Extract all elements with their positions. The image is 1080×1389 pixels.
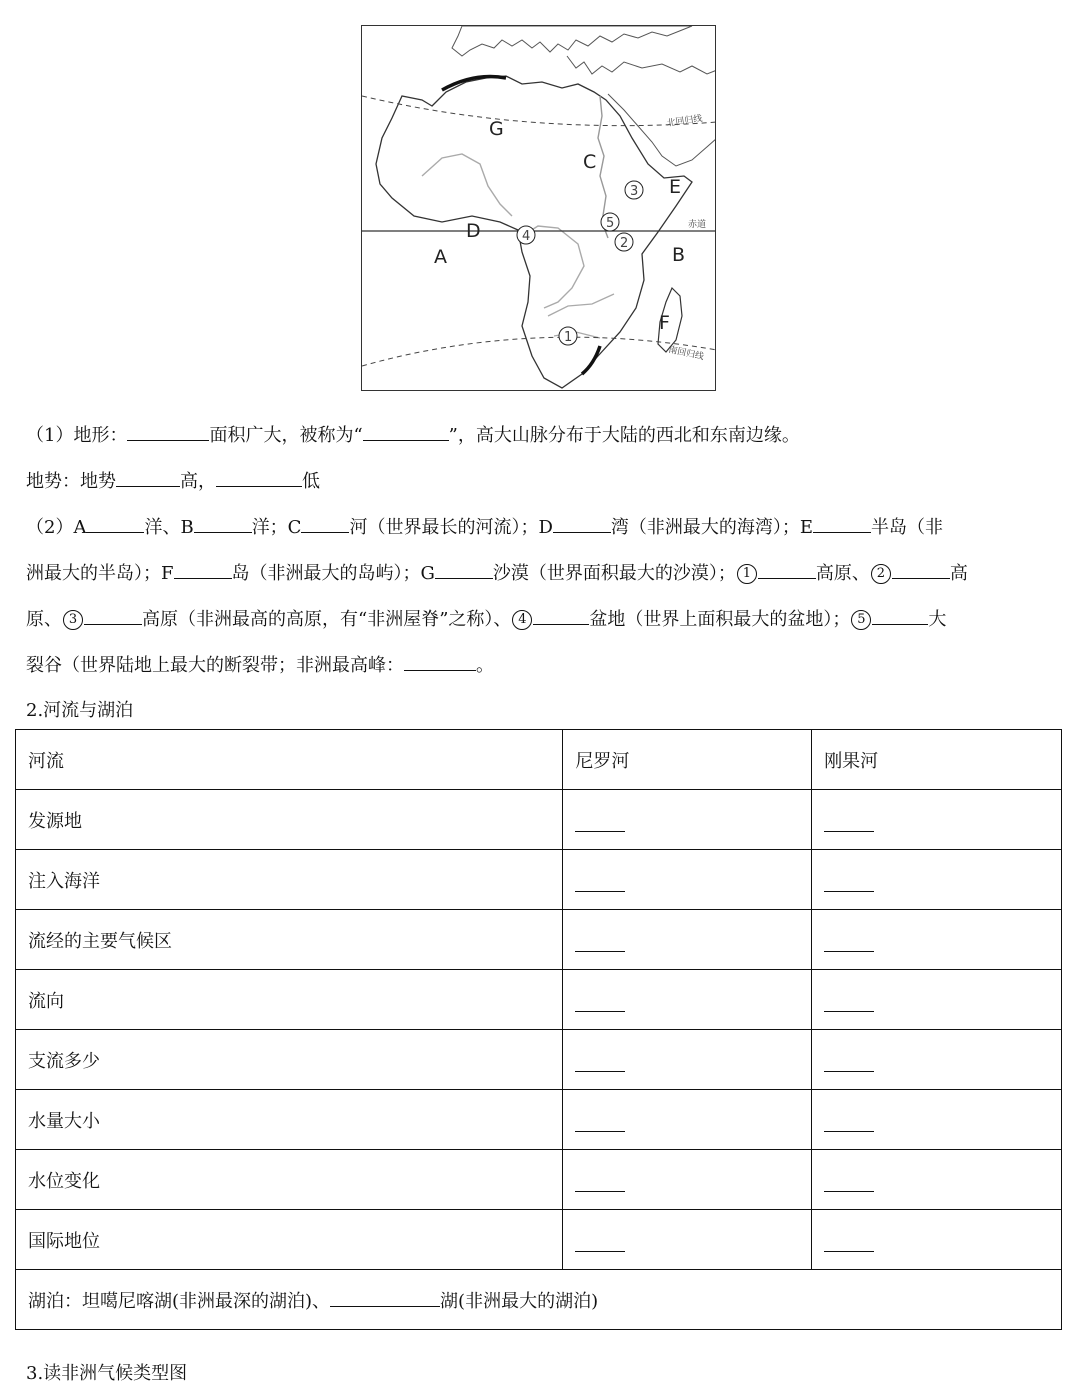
- row-label: 水位变化: [16, 1150, 563, 1210]
- asia-coast: [567, 56, 716, 74]
- q2-line1: [26, 513, 943, 539]
- row-label: 支流多少: [16, 1030, 563, 1090]
- q2-text: 洲最大的半岛）；F: [26, 563, 174, 584]
- table-row: [16, 1090, 1062, 1150]
- answer-cell[interactable]: [812, 850, 1062, 910]
- europe-coast: [452, 26, 692, 56]
- tropic-south-label: 南回归线: [667, 345, 705, 363]
- answer-blank[interactable]: [872, 606, 928, 625]
- rivers-table: [15, 729, 1062, 1330]
- answer-cell[interactable]: [563, 1150, 812, 1210]
- africa-map: [361, 25, 716, 391]
- q1-text-b: 面积广大，被称为“: [209, 425, 363, 446]
- q1-text-c: ”，高大山脉分布于大陆的西北和东南边缘。: [448, 425, 800, 446]
- tropic-south-line: [362, 337, 716, 366]
- answer-blank[interactable]: [553, 514, 611, 533]
- answer-blank[interactable]: [575, 1171, 625, 1192]
- q1-text-f: 低: [302, 471, 320, 492]
- table-row: [16, 1210, 1062, 1270]
- q2-line4: [26, 651, 494, 677]
- answer-blank[interactable]: [84, 606, 142, 625]
- q2-text: 高原、: [815, 563, 870, 584]
- answer-blank[interactable]: [824, 1171, 874, 1192]
- svg-text:1: 1: [564, 330, 573, 345]
- niger-river: [422, 154, 512, 216]
- circled-number: 2: [871, 564, 891, 584]
- answer-blank[interactable]: [575, 811, 625, 832]
- q1-text-e: 高，: [180, 471, 216, 492]
- q2-text: 原、: [26, 609, 62, 630]
- answer-blank[interactable]: [824, 1051, 874, 1072]
- answer-blank[interactable]: [194, 514, 252, 533]
- lake-cell: [16, 1270, 1062, 1330]
- answer-cell[interactable]: [563, 850, 812, 910]
- circled-number: 1: [737, 564, 757, 584]
- circled-number: 5: [851, 610, 871, 630]
- answer-blank[interactable]: [824, 1111, 874, 1132]
- answer-blank[interactable]: [892, 560, 950, 579]
- answer-cell[interactable]: [563, 1030, 812, 1090]
- section2-title: 2.河流与湖泊: [26, 700, 134, 721]
- zambezi-river: [548, 294, 614, 316]
- q2-text: （2）A: [26, 517, 87, 538]
- equator-label: 赤道: [688, 220, 707, 230]
- answer-blank[interactable]: [174, 560, 232, 579]
- q2-text: 盆地（世界上面积最大的盆地）；: [589, 609, 851, 630]
- answer-blank[interactable]: [363, 422, 449, 441]
- q2-text: 。: [476, 655, 494, 676]
- table-row: [16, 910, 1062, 970]
- answer-cell[interactable]: [563, 970, 812, 1030]
- answer-cell[interactable]: [812, 1150, 1062, 1210]
- tropic-north-line: [362, 96, 716, 126]
- map-label-d: D: [466, 220, 481, 242]
- answer-blank[interactable]: [404, 652, 476, 671]
- q2-text: 沙漠（世界面积最大的沙漠）；: [492, 563, 736, 584]
- answer-blank[interactable]: [575, 991, 625, 1012]
- q2-text: 洋、B: [144, 517, 194, 538]
- row-label: 发源地: [16, 790, 563, 850]
- circled-number: 4: [512, 610, 532, 630]
- q2-text: 河（世界最长的河流）；D: [349, 517, 553, 538]
- svg-text:4: 4: [522, 229, 531, 244]
- answer-cell[interactable]: [812, 1090, 1062, 1150]
- answer-cell[interactable]: [812, 790, 1062, 850]
- tropic-north-label: 北回归线: [666, 114, 704, 129]
- q2-text: 大: [928, 609, 947, 630]
- answer-cell[interactable]: [563, 790, 812, 850]
- answer-blank[interactable]: [116, 468, 180, 487]
- answer-blank[interactable]: [330, 1288, 440, 1307]
- q2-text: 裂谷（世界陆地上最大的断裂带；非洲最高峰：: [26, 655, 404, 676]
- answer-blank[interactable]: [575, 1051, 625, 1072]
- table-row: [16, 790, 1062, 850]
- answer-blank[interactable]: [824, 871, 874, 892]
- answer-blank[interactable]: [824, 811, 874, 832]
- answer-cell[interactable]: [812, 970, 1062, 1030]
- map-label-e: E: [669, 176, 682, 198]
- q1-line1: [26, 421, 800, 447]
- q1-line2: [26, 467, 320, 493]
- table-header-cell: 刚果河: [812, 730, 1062, 790]
- answer-blank[interactable]: [127, 422, 209, 441]
- q2-text: 高原（非洲最高的高原，有“非洲屋脊”之称）、: [142, 609, 512, 630]
- answer-cell[interactable]: [563, 1210, 812, 1270]
- map-label-c: C: [583, 151, 597, 173]
- section3-title: 3.读非洲气候类型图: [26, 1363, 188, 1384]
- row-label: 水量大小: [16, 1090, 563, 1150]
- map-circle-3: [625, 181, 643, 199]
- svg-text:5: 5: [606, 216, 615, 231]
- table-header-cell: 河流: [16, 730, 563, 790]
- q1-text-a: （1）地形：: [26, 425, 128, 446]
- q2-text: 湾（非洲最大的海湾）；E: [610, 517, 814, 538]
- answer-blank[interactable]: [575, 871, 625, 892]
- map-circle-5: [601, 213, 619, 231]
- lake-row: [16, 1270, 1062, 1330]
- table-row: [16, 1030, 1062, 1090]
- atlas-mountains: [442, 77, 506, 91]
- map-label-a: A: [434, 246, 447, 268]
- q2-line3: [26, 605, 946, 631]
- answer-blank[interactable]: [575, 1111, 625, 1132]
- answer-cell[interactable]: [563, 1090, 812, 1150]
- answer-blank[interactable]: [575, 931, 625, 952]
- map-circle-2: [615, 233, 633, 251]
- lake-text-b: 湖(非洲最大的湖泊): [440, 1290, 599, 1312]
- map-circle-1: [559, 327, 577, 345]
- map-label-g: G: [489, 118, 504, 140]
- svg-text:2: 2: [620, 236, 629, 251]
- answer-cell[interactable]: [563, 910, 812, 970]
- africa-map-svg: [362, 26, 716, 391]
- answer-blank[interactable]: [824, 1231, 874, 1252]
- answer-blank[interactable]: [216, 468, 302, 487]
- answer-blank[interactable]: [86, 514, 144, 533]
- answer-blank[interactable]: [435, 560, 493, 579]
- table-row: [16, 970, 1062, 1030]
- answer-cell[interactable]: [812, 910, 1062, 970]
- row-label: 流向: [16, 970, 563, 1030]
- map-label-b: B: [672, 244, 686, 266]
- row-label: 流经的主要气候区: [16, 910, 563, 970]
- table-header-cell: 尼罗河: [563, 730, 812, 790]
- q2-text: 岛（非洲最大的岛屿）；G: [231, 563, 435, 584]
- map-label-f: F: [659, 312, 670, 334]
- lake-text-a: 湖泊：坦噶尼喀湖(非洲最深的湖泊)、: [28, 1290, 331, 1312]
- table-header-row: [16, 730, 1062, 790]
- q1-text-d: 地势：地势: [26, 471, 116, 492]
- answer-blank[interactable]: [533, 606, 589, 625]
- q2-text: 半岛（非: [871, 517, 944, 538]
- circled-number: 3: [63, 610, 83, 630]
- table-row: [16, 1150, 1062, 1210]
- answer-blank[interactable]: [301, 514, 349, 533]
- answer-blank[interactable]: [758, 560, 816, 579]
- row-label: 国际地位: [16, 1210, 563, 1270]
- q2-text: 高: [949, 563, 968, 584]
- drakensberg-mountains: [582, 346, 600, 374]
- q2-text: 洋；C: [251, 517, 302, 538]
- answer-cell[interactable]: [812, 1030, 1062, 1090]
- answer-blank[interactable]: [824, 991, 874, 1012]
- q2-line2: [26, 559, 968, 585]
- answer-cell[interactable]: [812, 1210, 1062, 1270]
- arabia-coast: [608, 94, 716, 166]
- table-row: [16, 850, 1062, 910]
- svg-text:3: 3: [630, 184, 639, 199]
- map-circle-4: [517, 226, 535, 244]
- answer-blank[interactable]: [813, 514, 871, 533]
- row-label: 注入海洋: [16, 850, 563, 910]
- answer-blank[interactable]: [824, 931, 874, 952]
- answer-blank[interactable]: [575, 1231, 625, 1252]
